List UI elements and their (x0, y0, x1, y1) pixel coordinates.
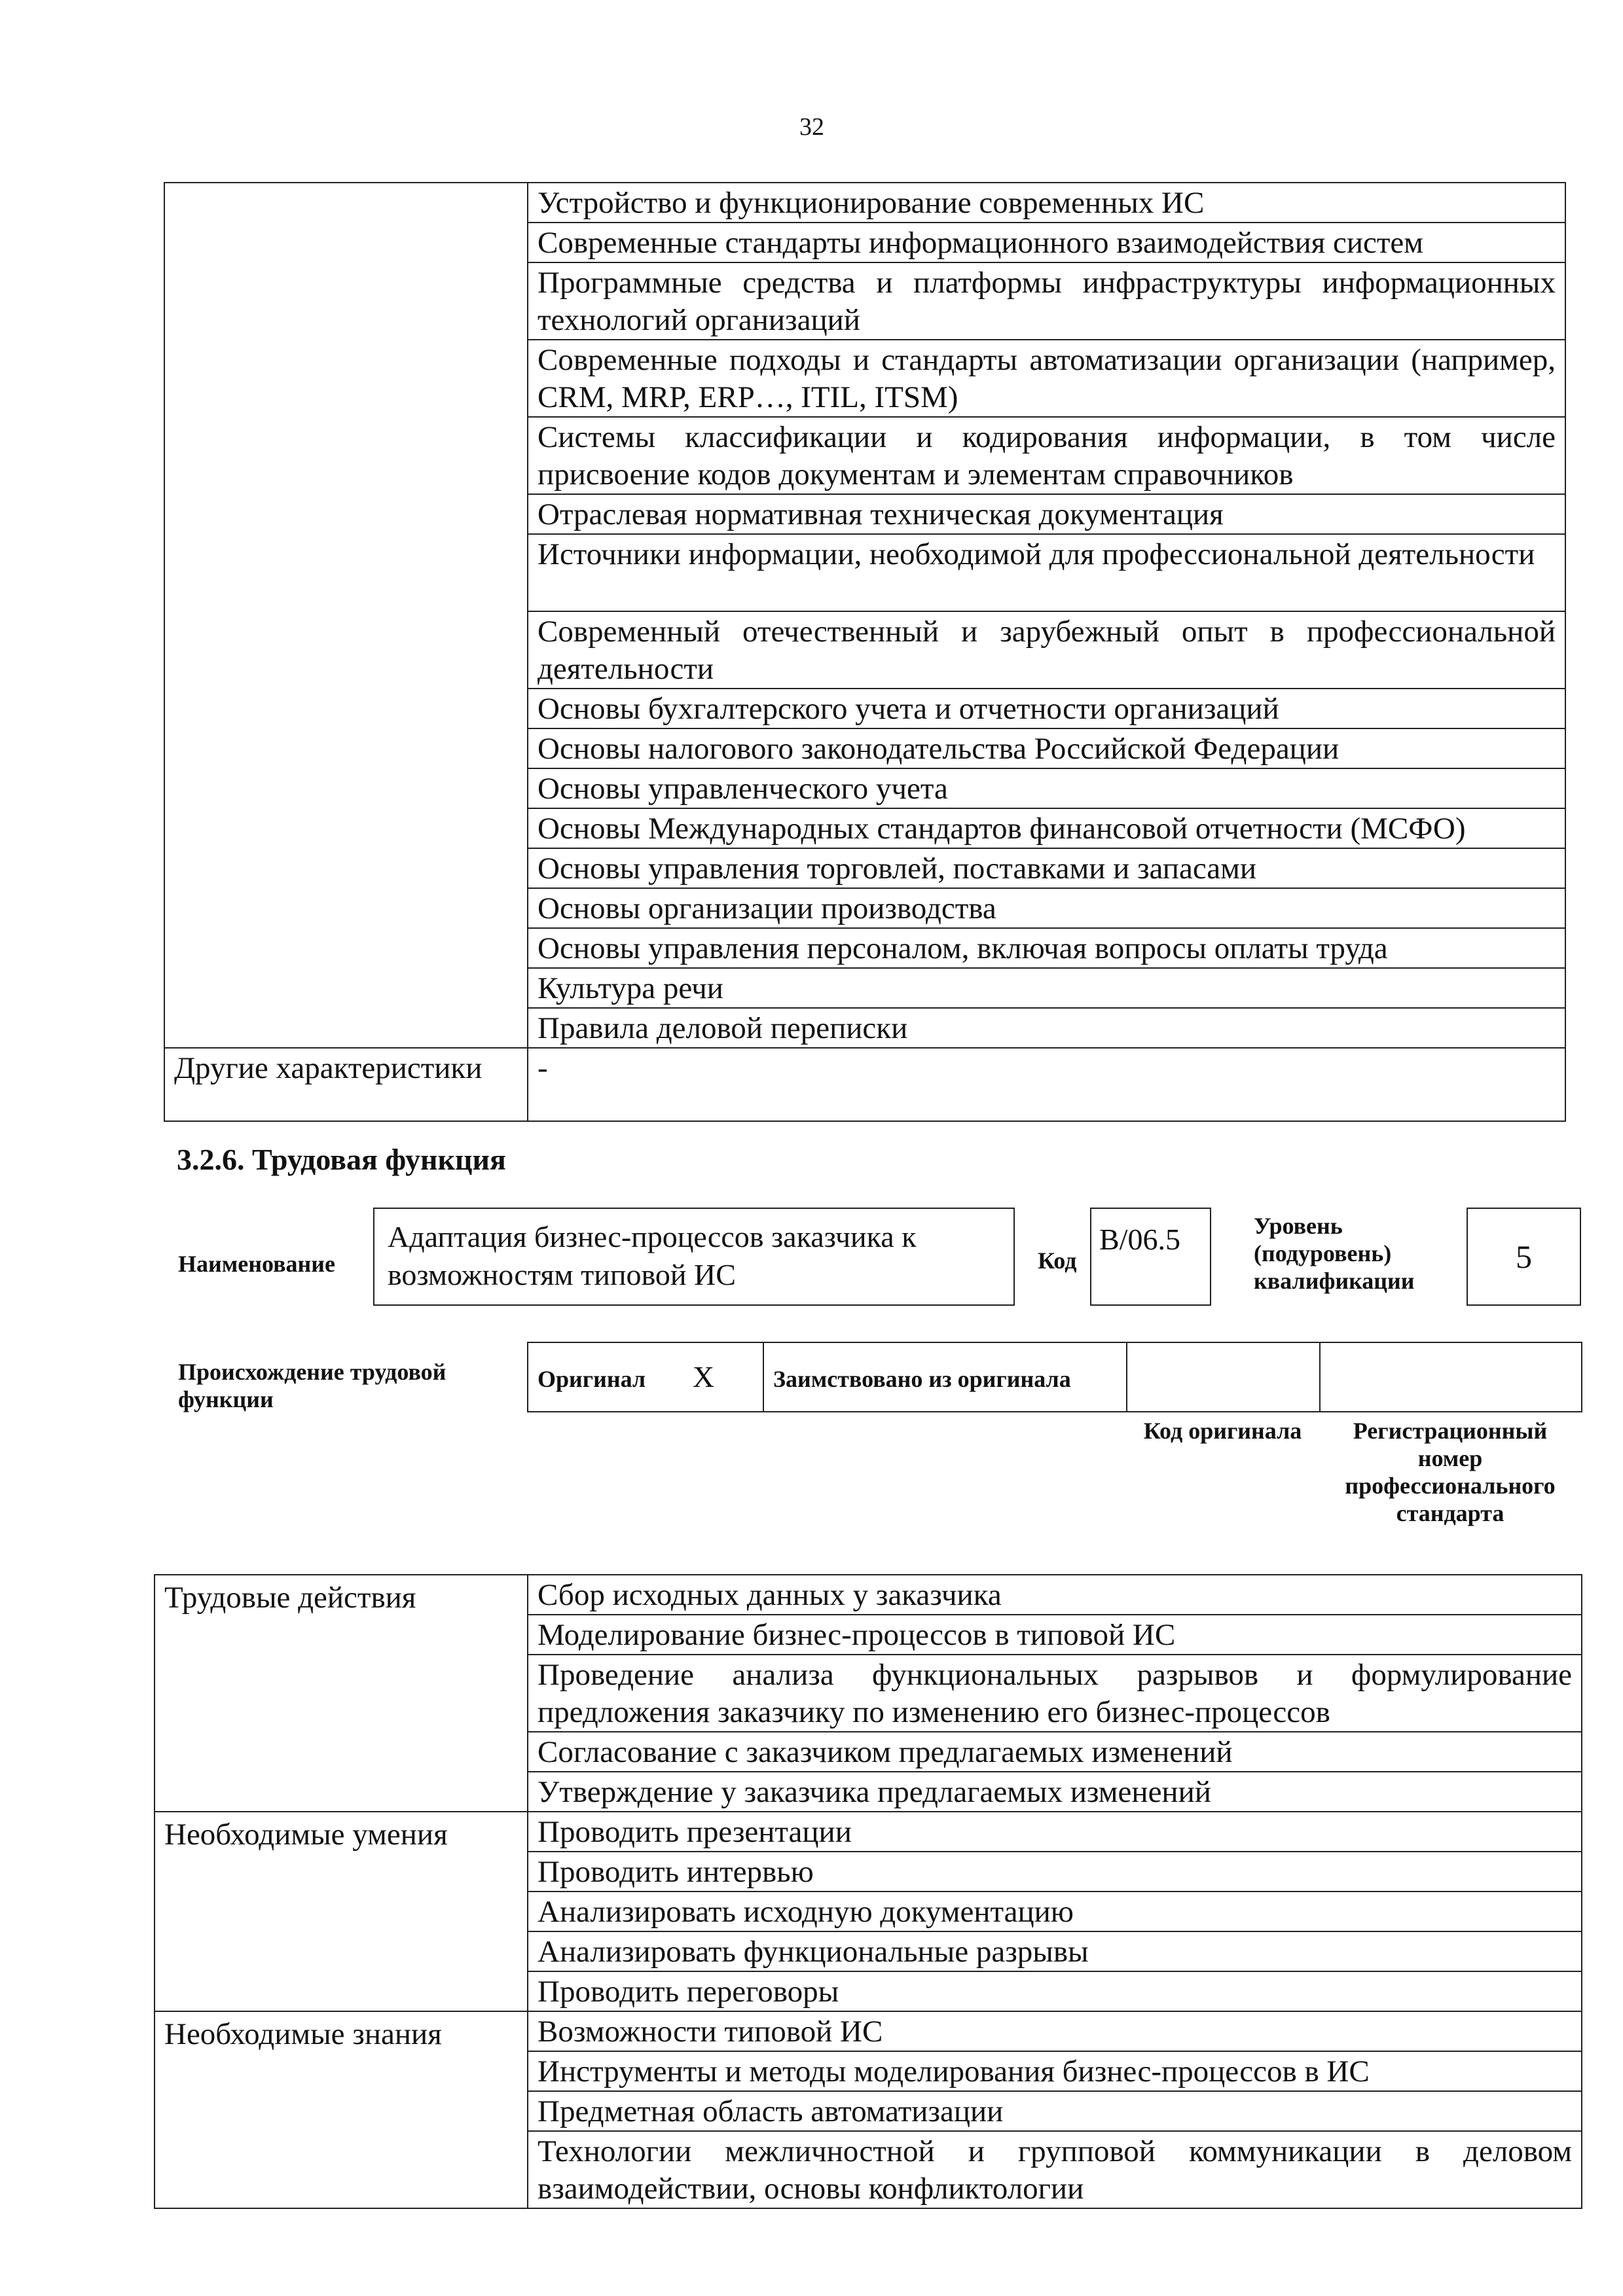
table-row: Основы управления персоналом, включая вопросы оплаты труда (528, 928, 1565, 968)
function-name-value: Адаптация бизнес-процессов заказчика к возможностям типовой ИС (388, 1220, 917, 1291)
table-row: Культура речи (528, 968, 1565, 1008)
table-row: Основы управления торговлей, поставками и запасами (528, 848, 1565, 888)
table-row: Проводить интервью (528, 1852, 1582, 1892)
table-row: Проводить переговоры (528, 1971, 1582, 2011)
table-label-cell-empty (164, 183, 528, 1048)
table-row: Устройство и функционирование современных ИС (528, 183, 1565, 223)
level-label: Уровень (подуровень) квалификации (1254, 1213, 1415, 1294)
registration-number-cell[interactable] (1320, 1342, 1582, 1412)
page-number: 32 (799, 113, 824, 141)
required-skills-label: Необходимые умения (155, 1812, 528, 2011)
table-row: Программные средства и платформы инфраструктуры информационных технологий организаций (528, 262, 1565, 340)
table-row: Современные стандарты информационного взаимодействия систем (528, 223, 1565, 262)
table-row: Возможности типовой ИС (528, 2011, 1582, 2051)
table-row: Технологии межличностной и групповой коммуникации в деловом взаимодействии, основы конфликтологии (528, 2131, 1582, 2208)
labor-actions-label: Трудовые действия (155, 1575, 528, 1812)
registration-number-caption: Регистрационный номер профессионального стандарта (1345, 1418, 1556, 1526)
level-box (1467, 1208, 1581, 1306)
original-mark: X (692, 1360, 715, 1393)
table-row: Согласование с заказчиком предлагаемых изменений (528, 1732, 1582, 1772)
table-row: Сбор исходных данных у заказчика (528, 1575, 1582, 1615)
code-label: Код (1038, 1247, 1077, 1274)
original-code-caption: Код оригинала (1143, 1418, 1302, 1444)
table-row: Утверждение у заказчика предлагаемых изменений (528, 1772, 1582, 1812)
name-label: Наименование (178, 1251, 335, 1277)
code-box (1090, 1208, 1211, 1306)
table-row: Современный отечественный и зарубежный опыт в профессиональной деятельности (528, 611, 1565, 689)
table-row: Отраслевая нормативная техническая документация (528, 494, 1565, 534)
table-row: Проводить презентации (528, 1812, 1582, 1852)
table-row: Основы Международных стандартов финансовой отчетности (МСФО) (528, 808, 1565, 848)
original-label: Оригинал (538, 1366, 646, 1392)
table-row: Проведение анализа функциональных разрывов и формулирование предложения заказчику по изменению его бизнес-процессов (528, 1655, 1582, 1732)
original-cell (528, 1342, 763, 1412)
origin-label: Происхождение трудовой функции (178, 1359, 447, 1412)
table-row: Современные подходы и стандарты автоматизации организации (например, CRM, MRP, ERP…, ITIL, ITSM) (528, 340, 1565, 417)
original-code-cell[interactable] (1127, 1342, 1320, 1412)
level-value: 5 (1516, 1238, 1532, 1275)
table-row: Инструменты и методы моделирования бизнес-процессов в ИС (528, 2051, 1582, 2091)
table-row: Предметная область автоматизации (528, 2091, 1582, 2131)
required-knowledge-label: Необходимые знания (155, 2011, 528, 2208)
table-row: Анализировать функциональные разрывы (528, 1931, 1582, 1971)
knowledge-table (164, 182, 1566, 1122)
table-row: Основы управленческого учета (528, 768, 1565, 808)
code-value: B/06.5 (1099, 1223, 1180, 1256)
table-row: Системы классификации и кодирования информации, в том числе присвоение кодов документам и элементам справочников (528, 417, 1565, 494)
table-row: Источники информации, необходимой для профессиональной деятельности (528, 534, 1565, 611)
table-row: Анализировать исходную документацию (528, 1892, 1582, 1931)
function-name-box (373, 1208, 1015, 1306)
table-row: Основы бухгалтерского учета и отчетности организаций (528, 689, 1565, 728)
table-row: Моделирование бизнес-процессов в типовой ИС (528, 1615, 1582, 1655)
borrowed-label: Заимствовано из оригинала (773, 1365, 1071, 1392)
table-row: Основы налогового законодательства Российской Федерации (528, 728, 1565, 768)
other-characteristics-value: - (528, 1048, 1565, 1121)
table-row: Основы организации производства (528, 888, 1565, 928)
other-characteristics-label: Другие характеристики (164, 1048, 528, 1121)
labor-function-table (154, 1574, 1582, 2209)
borrowed-cell (763, 1342, 1127, 1412)
section-title: 3.2.6. Трудовая функция (177, 1143, 506, 1176)
table-row: Правила деловой переписки (528, 1008, 1565, 1048)
origin-table (527, 1342, 1582, 1412)
